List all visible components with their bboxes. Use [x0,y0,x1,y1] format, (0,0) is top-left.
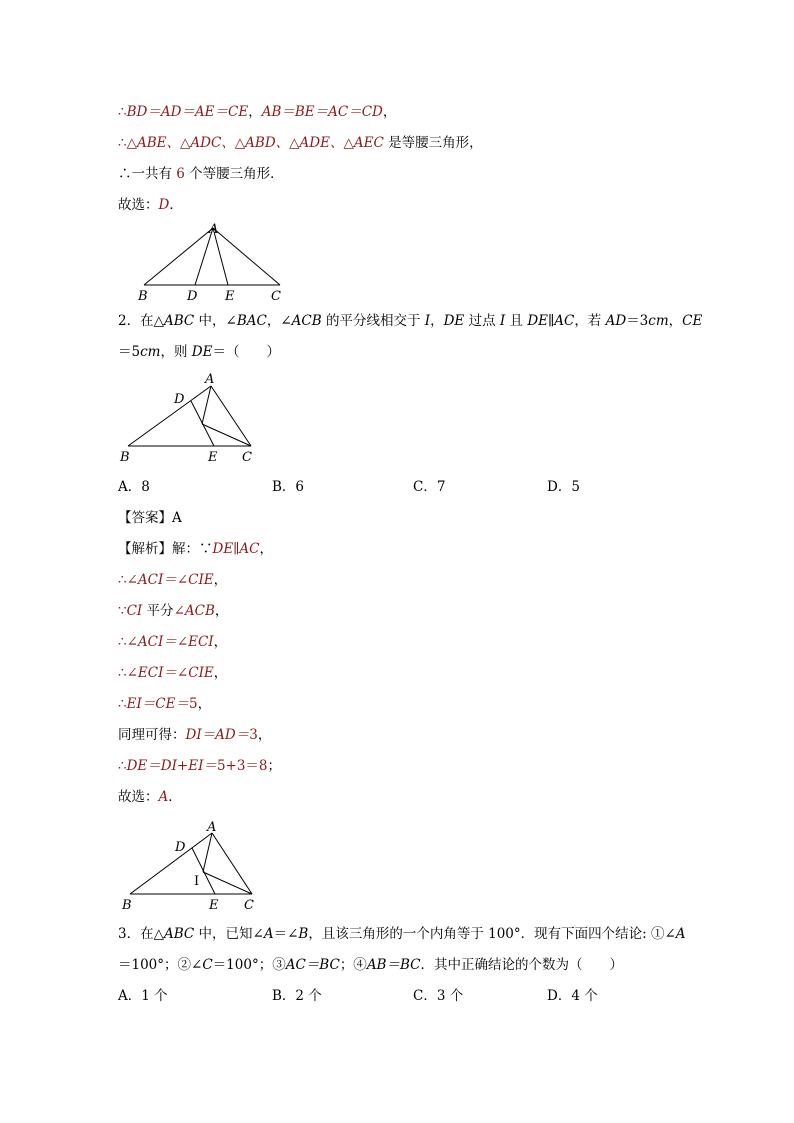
analysis-line8: ∴DE＝DI+EI＝5+3＝8； [118,758,282,774]
solution1-line4: 故选：D． [118,197,183,213]
figure1-label-b: B [138,289,148,304]
analysis-line9: 故选：A． [118,789,182,805]
q3-option-d[interactable]: D．4 个 [547,988,598,1004]
solution1-line2: ∴△ABE、△ADC、△ABD、△ADE、△AEC 是等腰三角形， [118,135,483,151]
figure3-label-a: A [207,820,217,835]
solution1-line3: ∴一共有 6 个等腰三角形． [118,166,284,182]
figure3-label-e: E [209,898,219,913]
figure2-label-e: E [208,450,218,465]
figure2-triangle [114,370,274,466]
question3-line1: 3．在△ABC 中，已知∠A＝∠B，且该三角形的一个内角等于 100°．现有下面四个结论: ①∠A [118,926,686,942]
analysis-line2: ∴∠ACI＝∠CIE， [118,572,228,588]
figure3-label-c: C [244,898,254,913]
q3-option-b[interactable]: B．2 个 [272,988,322,1004]
figure2-label-c: C [242,450,252,465]
figure1-label-c: C [271,289,281,304]
q3-option-c[interactable]: C．3 个 [413,988,464,1004]
q2-option-a[interactable]: A．8 [118,479,150,495]
q2-option-d[interactable]: D．5 [547,479,580,495]
analysis-line7: 同理可得：DI＝AD＝3， [118,727,272,743]
analysis-line1: 【解析】解：∵DE∥AC， [118,541,273,557]
figure1-label-d: D [187,289,198,304]
analysis-line5: ∴∠ECI＝∠CIE， [118,665,228,681]
figure1-side-ac [213,228,280,285]
figure1-label-e: E [225,289,235,304]
analysis-line6: ∴EI＝CE＝5， [118,696,212,712]
figure3-triangle [114,818,274,914]
analysis-line3: ∵CI 平分∠ACB， [118,603,229,619]
figure3-label-i: I [194,874,200,889]
solution1-line1: ∴BD＝AD＝AE＝CE，AB＝BE＝AC＝CD， [118,104,397,120]
q2-option-b[interactable]: B．6 [272,479,305,495]
q2-option-c[interactable]: C．7 [413,479,446,495]
question3-line2: ＝100°；②∠C＝100°；③AC＝BC；④AB＝BC．其中正确结论的个数为（ ） [118,957,623,973]
figure2-label-d: D [174,392,185,407]
question2-line1: 2．在△ABC 中，∠BAC，∠ACB 的平分线相交于 I，DE 过点 I 且 DE∥AC，若 AD＝3cm，CE [118,313,703,329]
figure3-label-d: D [175,840,186,855]
figure2-label-b: B [120,450,130,465]
figure2-label-a: A [205,372,215,387]
analysis-line4: ∴∠ACI＝∠ECI， [118,634,228,650]
answer2-line: 【答案】A [118,510,182,526]
figure1-triangle [130,218,300,306]
figure3-label-b: B [122,898,132,913]
question2-line2: ＝5cm，则 DE＝（ ） [118,344,280,360]
q3-option-a[interactable]: A．1 个 [118,988,168,1004]
figure1-label-a: A [209,222,219,237]
figure1-side-ab [144,228,213,285]
